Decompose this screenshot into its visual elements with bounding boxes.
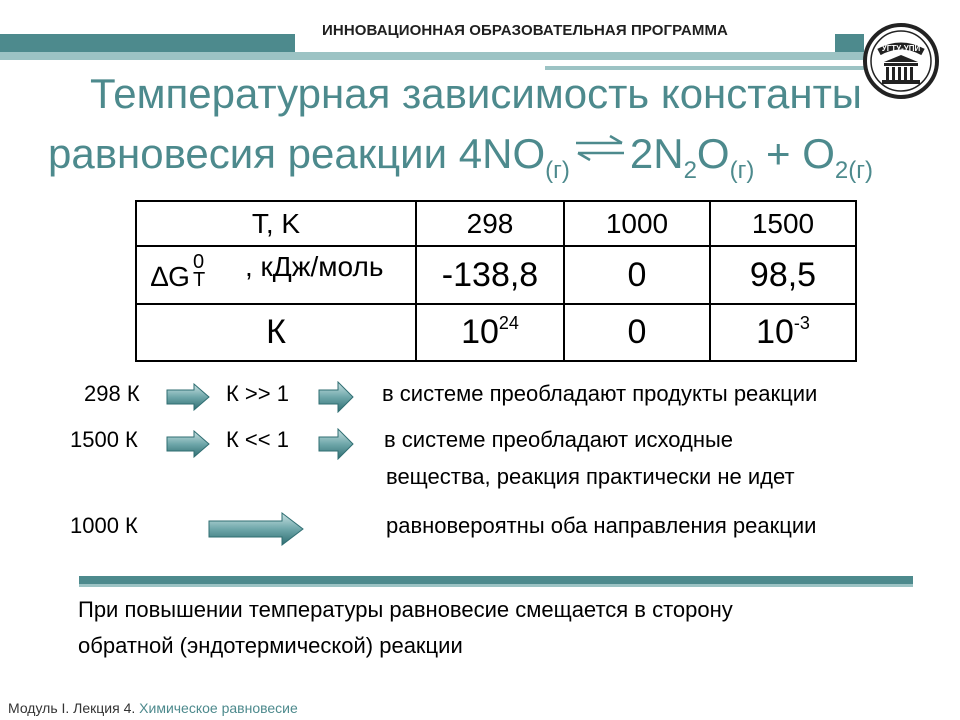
logo-text: УГТУ-УПИ bbox=[881, 44, 921, 53]
table-cell bbox=[416, 304, 564, 361]
table-cell bbox=[710, 304, 856, 361]
k-exponent: -3 bbox=[793, 313, 810, 333]
title-product-n2o: 2N bbox=[629, 130, 684, 177]
conclusion-temp-1000: 1000 К bbox=[70, 513, 138, 538]
university-logo bbox=[862, 22, 940, 100]
table-header-cell: 1500 bbox=[710, 201, 856, 246]
conclusion-text-1500-line2: вещества, реакция практически не идет bbox=[386, 464, 795, 489]
section-divider-light bbox=[79, 584, 913, 587]
right-arrow-icon bbox=[208, 512, 304, 546]
conclusion-k-298: К >> 1 bbox=[226, 381, 289, 406]
title-reactant: равновесия реакции 4NO bbox=[48, 130, 546, 177]
conclusion-text-1500-line1: в системе преобладают исходные bbox=[384, 427, 734, 452]
footer-lead: Модуль I. Лекция 4. bbox=[8, 700, 140, 716]
summary-line1: При повышении температуры равновесие смещается в сторону bbox=[78, 597, 733, 622]
k-label-cell: К bbox=[136, 304, 416, 361]
k-exponent: 24 bbox=[498, 313, 519, 333]
program-label: ИННОВАЦИОННАЯ ОБРАЗОВАТЕЛЬНАЯ ПРОГРАММА bbox=[322, 22, 728, 39]
delta-g-unit: , кДж/моль bbox=[245, 251, 384, 282]
title-sub-g2: (г) bbox=[729, 157, 755, 184]
k-base: 10 bbox=[756, 313, 794, 351]
slide-title-line2 bbox=[48, 130, 873, 185]
delta-g-sup: 0 bbox=[193, 251, 205, 273]
table-row bbox=[136, 201, 856, 246]
table-header-cell: T, K bbox=[136, 201, 416, 246]
slide-title-line1: Температурная зависимость константы bbox=[90, 70, 862, 117]
title-sub-g1: (г) bbox=[545, 157, 570, 184]
conclusion-text-298: в системе преобладают продукты реакции bbox=[382, 381, 818, 406]
header-band-light bbox=[0, 52, 864, 60]
equilibrium-arrows-icon bbox=[574, 134, 626, 162]
footer-topic: Химическое равновесие bbox=[139, 700, 298, 716]
conclusion-k-1500: К << 1 bbox=[226, 427, 289, 452]
table-header-cell: 298 bbox=[416, 201, 564, 246]
table-cell: 0 bbox=[564, 304, 710, 361]
conclusion-temp-298: 298 К bbox=[84, 381, 140, 406]
table-row bbox=[136, 304, 856, 361]
right-arrow-icon bbox=[318, 381, 354, 413]
title-n2-sub: 2 bbox=[683, 157, 697, 184]
data-table bbox=[135, 200, 857, 362]
right-arrow-icon bbox=[166, 383, 210, 411]
table-cell: -138,8 bbox=[416, 246, 564, 304]
right-arrow-icon bbox=[166, 430, 210, 458]
table-cell: 0 bbox=[564, 246, 710, 304]
title-product-o: O bbox=[696, 130, 730, 177]
section-divider bbox=[79, 576, 913, 584]
conclusion-text-1000: равновероятны оба направления реакции bbox=[386, 513, 817, 538]
title-plus-o2: + O bbox=[754, 130, 835, 177]
conclusion-temp-1500: 1500 К bbox=[70, 427, 138, 452]
k-base: 10 bbox=[461, 313, 499, 351]
delta-g-label-cell bbox=[136, 246, 416, 304]
table-header-cell: 1000 bbox=[564, 201, 710, 246]
delta-g-symbol: ∆G bbox=[151, 261, 190, 292]
summary-text bbox=[78, 592, 898, 664]
summary-line2: обратной (эндотермической) реакции bbox=[78, 633, 463, 658]
right-arrow-icon bbox=[318, 428, 354, 460]
title-o2-sub: 2(г) bbox=[834, 157, 873, 184]
table-cell: 98,5 bbox=[710, 246, 856, 304]
delta-g-sub: T bbox=[193, 269, 206, 291]
table-row bbox=[136, 246, 856, 304]
footer bbox=[8, 700, 298, 716]
